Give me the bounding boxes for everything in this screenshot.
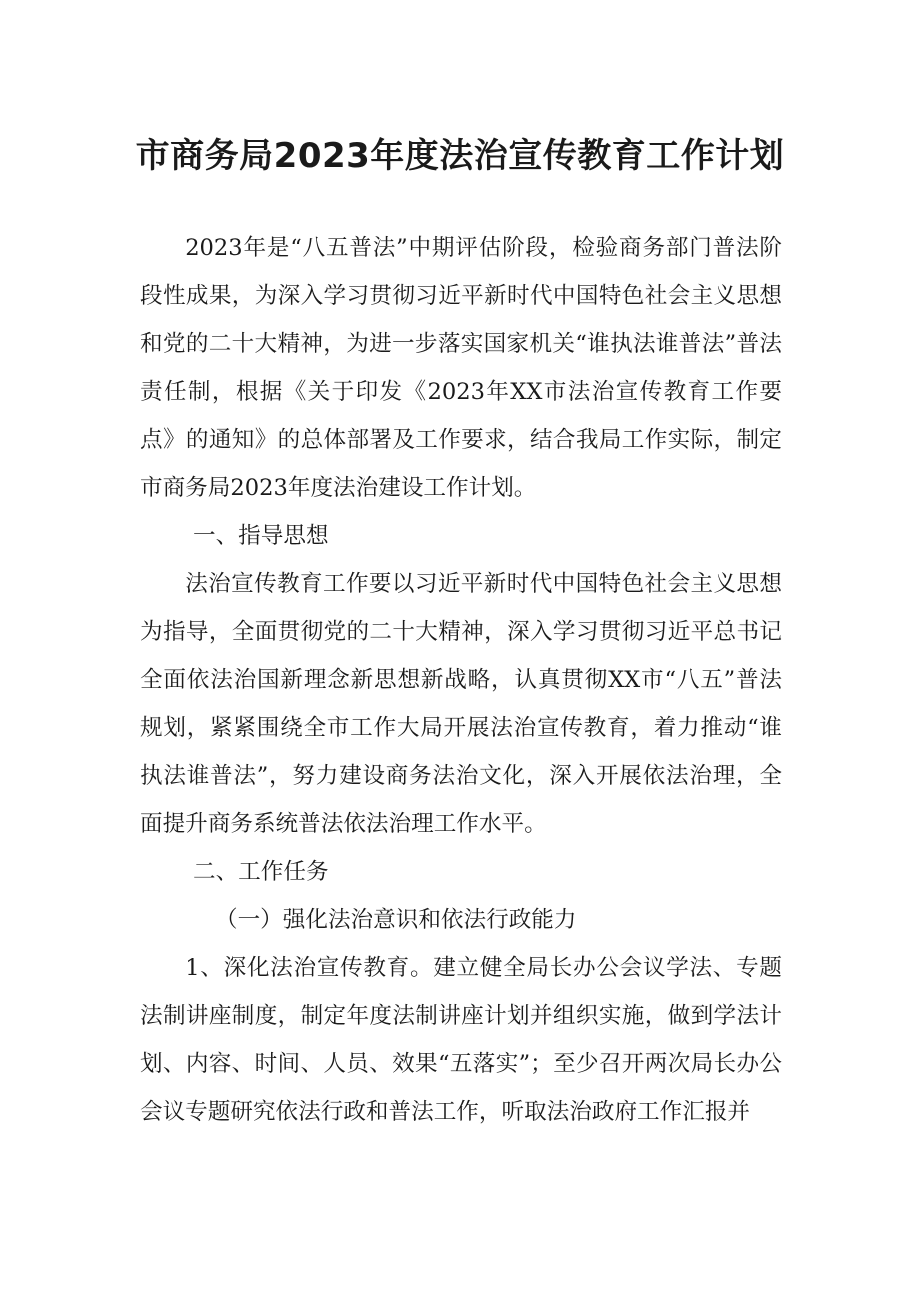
- document-title: 市商务局2023年度法治宣传教育工作计划: [135, 136, 785, 176]
- document-body: [140, 224, 782, 1136]
- section-heading-work-tasks: 二、工作任务: [193, 859, 329, 885]
- section-heading-guiding-thought: 一、指导思想: [193, 523, 329, 549]
- subsection-heading-legal-awareness: （一）强化法治意识和依法行政能力: [215, 907, 577, 933]
- item-1-paragraph: 1、深化法治宣传教育。建立健全局长办公会议学法、专题法制讲座制度，制定年度法制讲座计划并组织实施，做到学法计划、内容、时间、人员、效果“五落实”；至少召开两次局长办公会议专题研究依法行政和普法工作，听取法治政府工作汇报并: [140, 955, 782, 1125]
- intro-paragraph: 2023年是“八五普法”中期评估阶段，检验商务部门普法阶段性成果，为深入学习贯彻习近平新时代中国特色社会主义思想和党的二十大精神，为进一步落实国家机关“谁执法谁普法”普法责任制，根据《关于印发《2023年XX市法治宣传教育工作要点》的通知》的总体部署及工作要求，结合我局工作实际，制定市商务局2023年度法治建设工作计划。: [140, 235, 782, 501]
- guiding-thought-paragraph: 法治宣传教育工作要以习近平新时代中国特色社会主义思想为指导，全面贯彻党的二十大精神，深入学习贯彻习近平总书记全面依法治国新理念新思想新战略，认真贯彻XX市“八五”普法规划，紧紧围绕全市工作大局开展法治宣传教育，着力推动“谁执法谁普法”，努力建设商务法治文化，深入开展依法治理，全面提升商务系统普法依法治理工作水平。: [140, 571, 782, 837]
